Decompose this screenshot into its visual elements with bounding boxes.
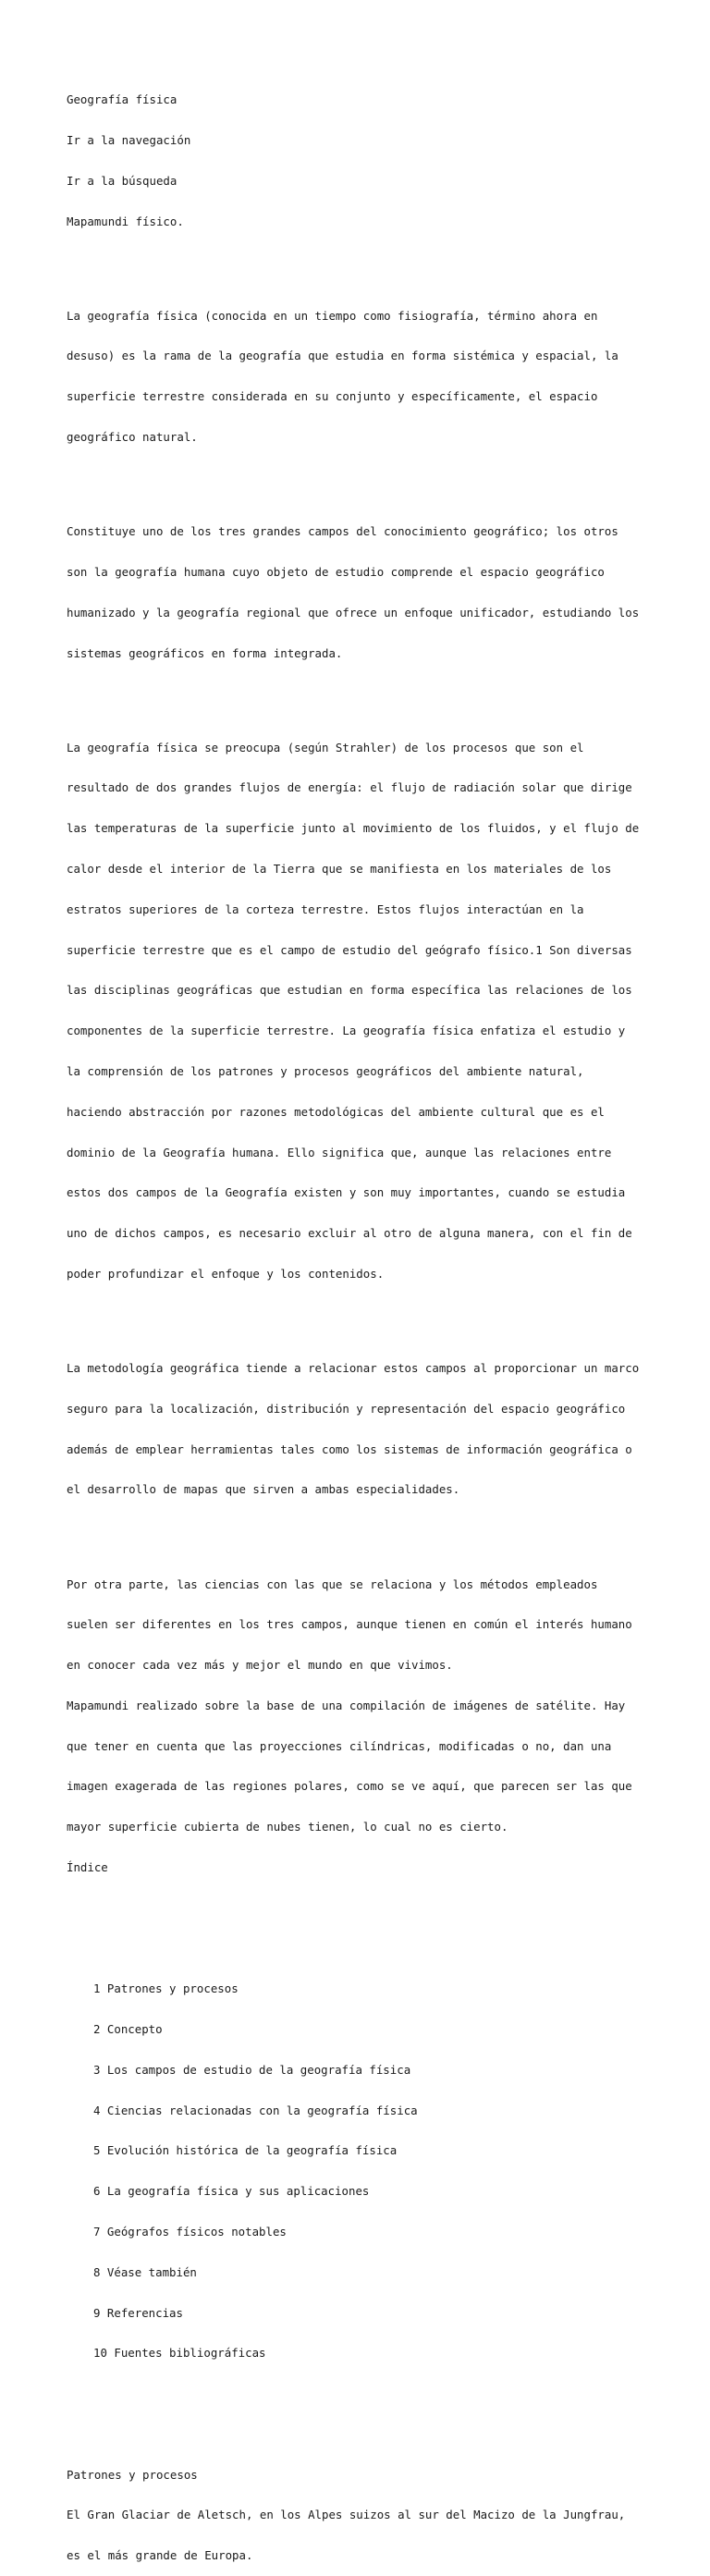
spacer [67, 1902, 658, 1916]
toc-item[interactable]: 3 Los campos de estudio de la geografía física [93, 2062, 411, 2077]
paragraph-line: desuso) es la rama de la geografía que estudia en forma sistémica y espacial, la [67, 349, 618, 363]
paragraph-line: sistemas geográficos en forma integrada. [67, 645, 343, 660]
paragraph-line: son la geografía humana cuyo objeto de estudio comprende el espacio geográfico [67, 564, 605, 579]
paragraph-line: haciendo abstracción por razones metodológicas del ambiente cultural que es el [67, 1104, 605, 1119]
paragraph-line: Constituye uno de los tres grandes campos del conocimiento geográfico; los otros [67, 524, 618, 539]
paragraph-line: componentes de la superficie terrestre. La geografía física enfatiza el estudio y [67, 1024, 626, 1038]
page-title: Geografía física [67, 92, 178, 107]
paragraph-line: calor desde el interior de la Tierra que se manifiesta en los materiales de los [67, 862, 612, 877]
toc-item[interactable]: 8 Véase también [93, 2264, 197, 2279]
paragraph-line: dominio de la Geografía humana. Ello significa que, aunque las relaciones entre [67, 1145, 612, 1159]
toc-item[interactable]: 4 Ciencias relacionadas con la geografía física [93, 2103, 418, 2117]
paragraph-line: el desarrollo de mapas que sirven a ambas especialidades. [67, 1482, 460, 1497]
paragraph-line: geográfico natural. [67, 430, 198, 445]
paragraph-line: en conocer cada vez más y mejor el mundo en que vivimos. [67, 1658, 453, 1673]
paragraph-line: uno de dichos campos, es necesario excluir al otro de alguna manera, con el fin de [67, 1226, 632, 1241]
toc-item[interactable]: 1 Patrones y procesos [93, 1981, 239, 1996]
document-page [67, 67, 658, 2576]
paragraph-line: además de emplear herramientas tales como los sistemas de información geográfica o [67, 1441, 632, 1456]
toc-item[interactable]: 6 La geografía física y sus aplicaciones [93, 2184, 370, 2199]
paragraph-line: seguro para la localización, distribución y representación del espacio geográfico [67, 1401, 626, 1416]
spacer [67, 472, 658, 485]
toc-item[interactable]: 10 Fuentes bibliográficas [93, 2346, 266, 2361]
paragraph-line: Mapamundi realizado sobre la base de una compilación de imágenes de satélite. Hay [67, 1698, 626, 1712]
paragraph-line: El Gran Glaciar de Aletsch, en los Alpes suizos al sur del Macizo de la Jungfrau, [67, 2508, 626, 2522]
image-caption: Mapamundi físico. [67, 214, 184, 228]
paragraph-line: imagen exagerada de las regiones polares, como se ve aquí, que parecen ser las que [67, 1779, 632, 1794]
section-heading: Patrones y procesos [67, 2467, 198, 2482]
paragraph-line: superficie terrestre considerada en su conjunto y específicamente, el espacio [67, 389, 598, 404]
paragraph-line: estratos superiores de la corteza terrestre. Estos flujos interactúan en la [67, 902, 584, 916]
paragraph-line: La metodología geográfica tiende a relacionar estos campos al proporcionar un marco [67, 1361, 640, 1375]
spacer [67, 1308, 658, 1322]
paragraph-line: las temperaturas de la superficie junto al movimiento de los fluidos, y el flujo de [67, 821, 640, 836]
paragraph-line: poder profundizar el enfoque y los contenidos. [67, 1266, 385, 1281]
paragraph-line: que tener en cuenta que las proyecciones cilíndricas, modificadas o no, dan una [67, 1738, 612, 1753]
spacer [67, 255, 658, 269]
paragraph-line: humanizado y la geografía regional que ofrece un enfoque unificador, estudiando los [67, 605, 640, 619]
paragraph-line: es el más grande de Europa. [67, 2548, 253, 2563]
spacer [67, 687, 658, 701]
paragraph-line: suelen ser diferentes en los tres campos, aunque tienen en común el interés humano [67, 1617, 632, 1632]
paragraph-line: superficie terrestre que es el campo de estudio del geógrafo físico.1 Son diversas [67, 942, 632, 957]
paragraph-line: mayor superficie cubierta de nubes tienen, lo cual no es cierto. [67, 1820, 508, 1834]
toc-item[interactable]: 5 Evolución histórica de la geografía física [93, 2143, 398, 2158]
paragraph-line: la comprensión de los patrones y procesos geográficos del ambiente natural, [67, 1063, 584, 1078]
table-of-contents [67, 1956, 658, 2387]
skip-to-navigation-link[interactable]: Ir a la navegación [67, 132, 191, 147]
paragraph-line: Por otra parte, las ciencias con las que se relaciona y los métodos empleados [67, 1576, 598, 1591]
paragraph-line: resultado de dos grandes flujos de energía: el flujo de radiación solar que dirige [67, 780, 632, 795]
paragraph-line: las disciplinas geográficas que estudian en forma específica las relaciones de los [67, 983, 632, 998]
paragraph-line: La geografía física (conocida en un tiempo como fisiografía, término ahora en [67, 308, 598, 323]
toc-item[interactable]: 9 Referencias [93, 2305, 183, 2320]
spacer [67, 1524, 658, 1538]
spacer [67, 2414, 658, 2428]
toc-heading: Índice [67, 1859, 108, 1874]
skip-to-search-link[interactable]: Ir a la búsqueda [67, 173, 178, 188]
paragraph-line: estos dos campos de la Geografía existen y son muy importantes, cuando se estudia [67, 1185, 626, 1200]
paragraph-line: La geografía física se preocupa (según Strahler) de los procesos que son el [67, 740, 584, 754]
toc-item[interactable]: 2 Concepto [93, 2022, 163, 2037]
toc-item[interactable]: 7 Geógrafos físicos notables [93, 2225, 287, 2239]
